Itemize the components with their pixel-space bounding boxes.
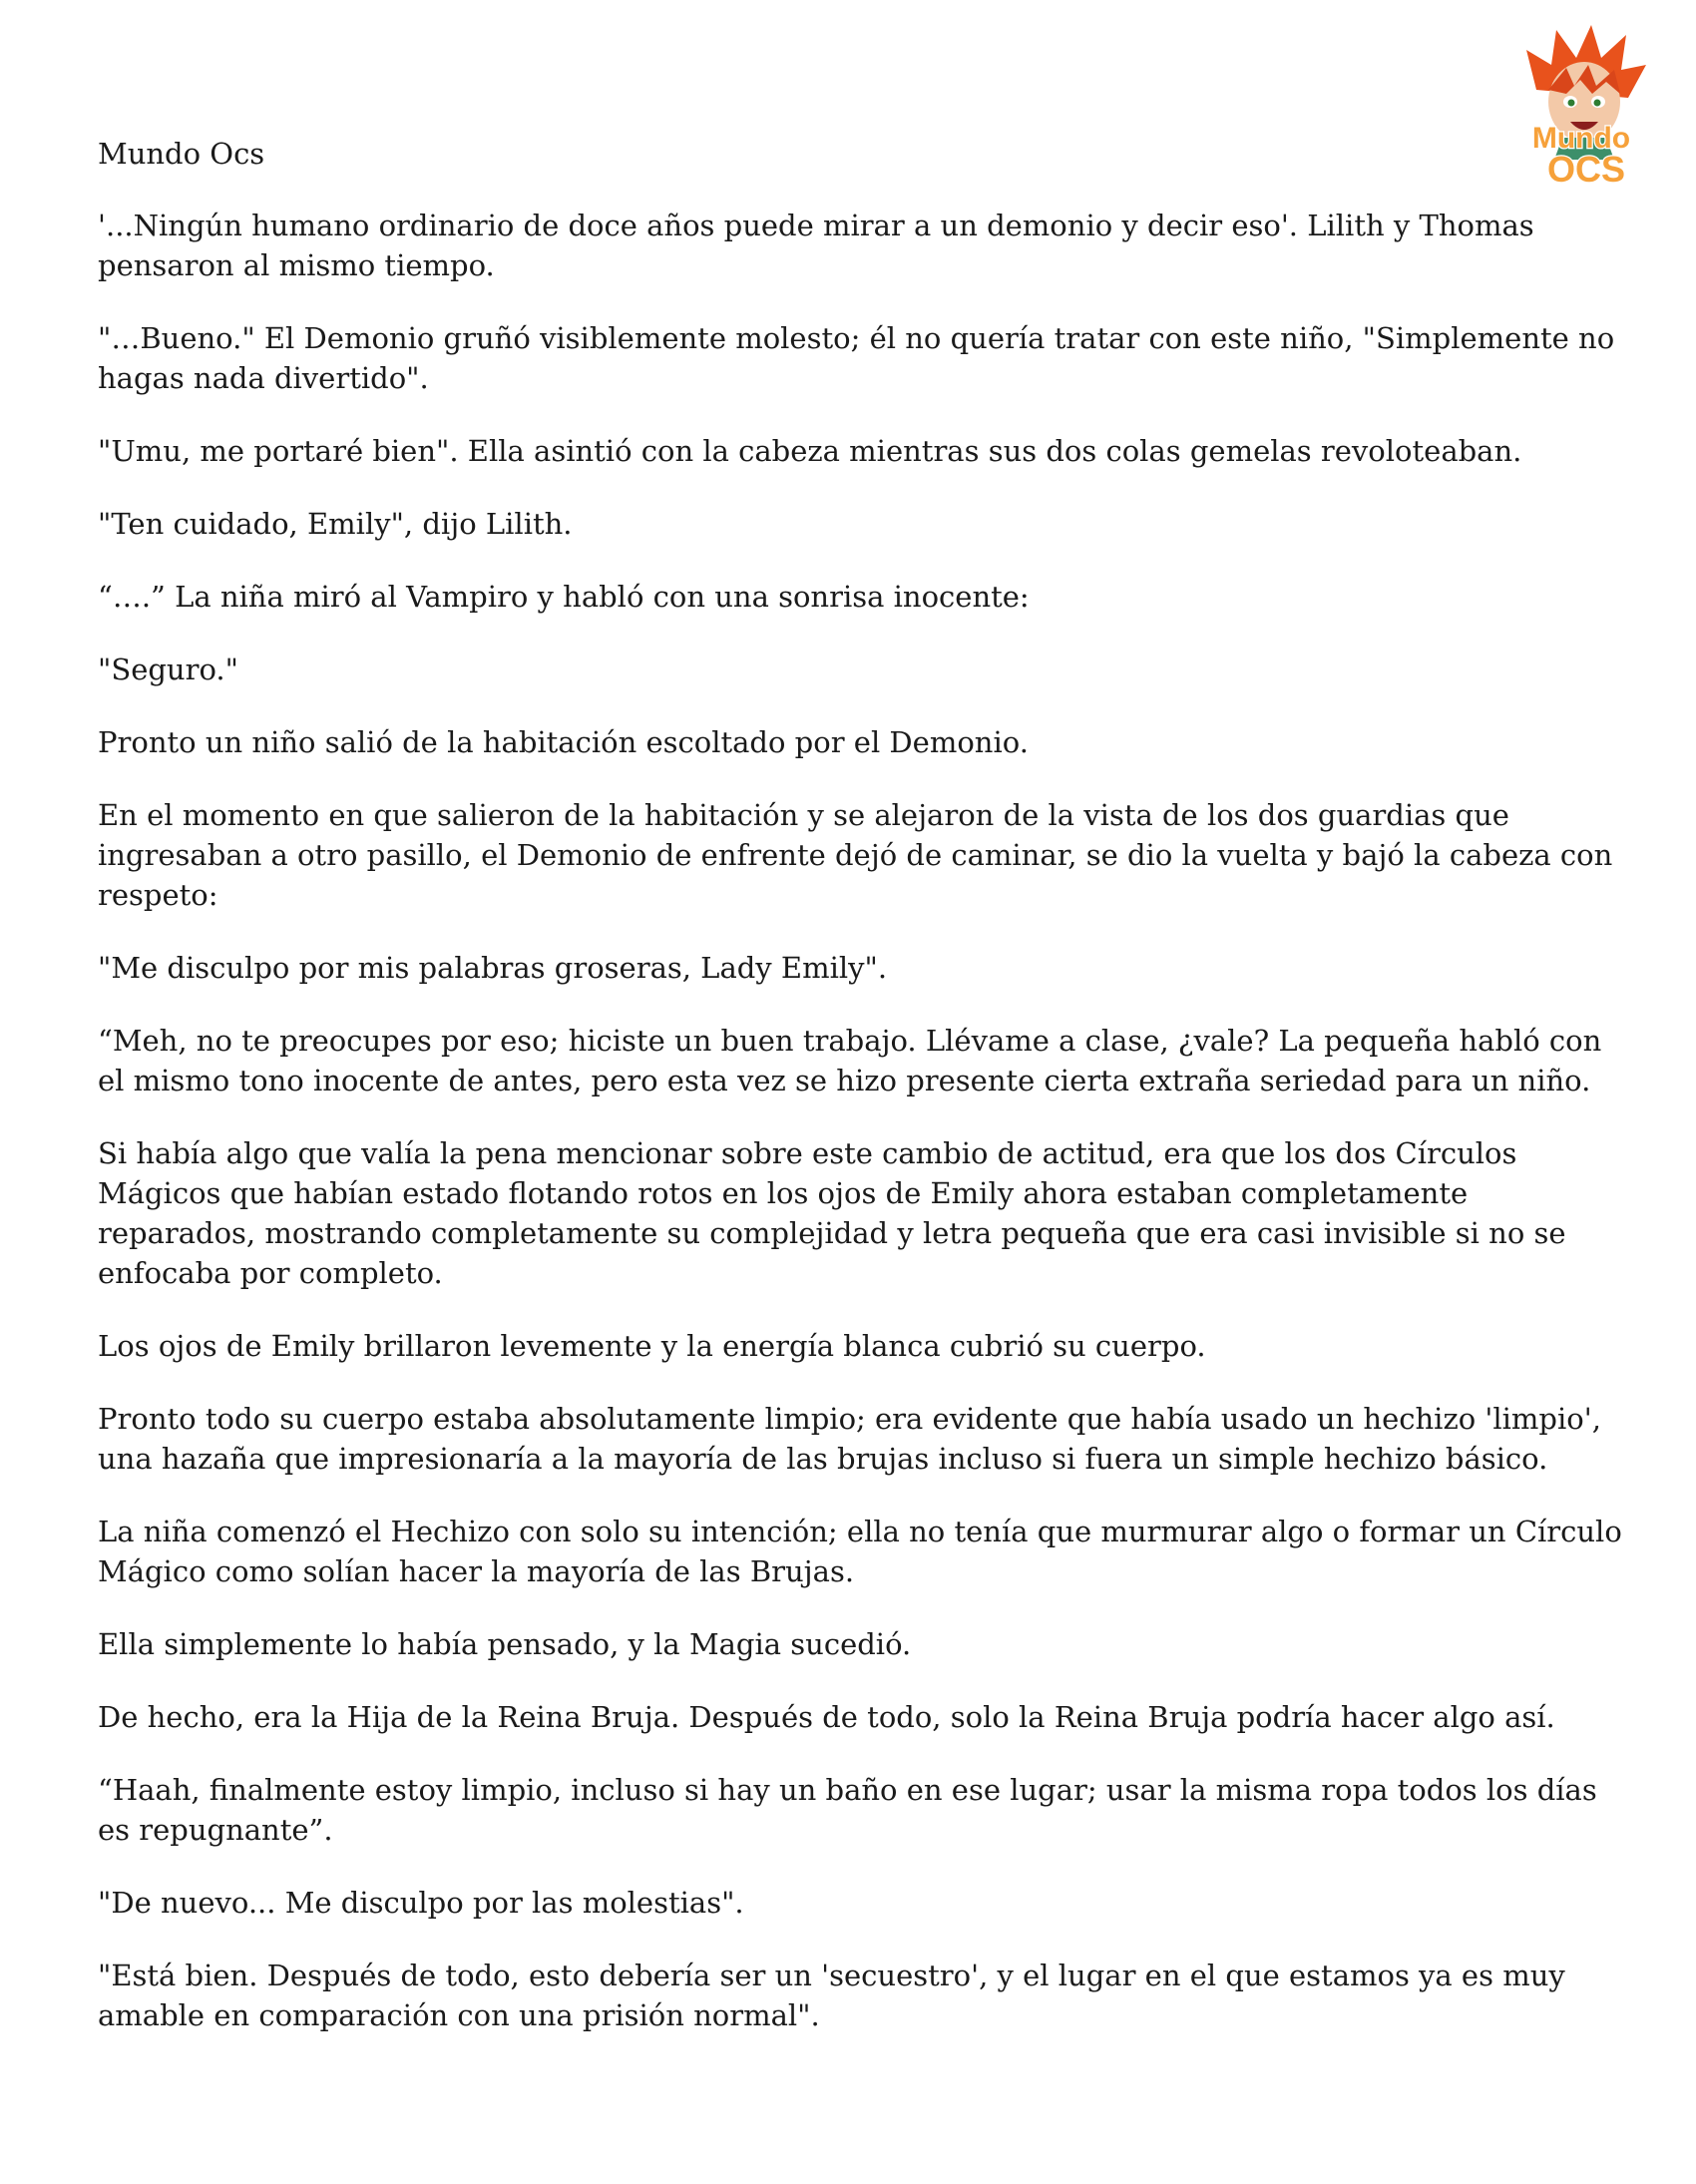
paragraph: “Haah, finalmente estoy limpio, incluso si hay un baño en ese lugar; usar la misma ropa todos los días es repugnante”. [98,1773,1597,1847]
site-title: Mundo Ocs [98,137,265,171]
paragraph: Los ojos de Emily brillaron levemente y la energía blanca cubrió su cuerpo. [98,1329,1206,1363]
logo-text-line2: OCS [1546,149,1626,190]
paragraph: '...Ningún humano ordinario de doce años puede mirar a un demonio y decir eso'. Lilith y Thomas pensaron al mismo tiempo. [98,209,1534,282]
paragraph: "…Bueno." El Demonio gruñó visiblemente molesto; él no quería tratar con este niño, "Simplemente no hagas nada divertido". [98,321,1615,395]
paragraph: "Ten cuidado, Emily", dijo Lilith. [98,507,573,541]
paragraph: Pronto todo su cuerpo estaba absolutamente limpio; era evidente que había usado un hechizo 'limpio', una hazaña que impresionaría a la mayoría de las brujas incluso si fuera un simple hechizo básico. [98,1402,1601,1476]
paragraph: Ella simplemente lo había pensado, y la Magia sucedió. [98,1627,912,1661]
paragraph: Si había algo que valía la pena mencionar sobre este cambio de actitud, era que los dos Círculos Mágicos que habían estado flotando rotos en los ojos de Emily ahora estaban completamente reparados, mostrando completamente su complejidad y letra pequeña que era casi invisible si no se enfocaba por completo. [98,1136,1566,1290]
paragraph: La niña comenzó el Hechizo con solo su intención; ella no tenía que murmurar algo o formar un Círculo Mágico como solían hacer la mayoría de las Brujas. [98,1515,1622,1588]
paragraph: "Umu, me portaré bien". Ella asintió con la cabeza mientras sus dos colas gemelas revoloteaban. [98,434,1522,468]
paragraph: “Meh, no te preocupes por eso; hiciste un buen trabajo. Llévame a clase, ¿vale? La pequeña habló con el mismo tono inocente de antes, pero esta vez se hizo presente cierta extraña seriedad para un niño. [98,1024,1602,1097]
document-body [98,134,1634,2068]
paragraph: "De nuevo... Me disculpo por las molestias". [98,1886,744,1920]
paragraph: “….” La niña miró al Vampiro y habló con una sonrisa inocente: [98,580,1030,614]
paragraph: En el momento en que salieron de la habitación y se alejaron de la vista de los dos guardias que ingresaban a otro pasillo, el Demonio de enfrente dejó de caminar, se dio la vuelta y bajó la cabeza con respeto: [98,798,1613,912]
logo-text-line1: Mundo [1531,122,1631,155]
paragraph: Pronto un niño salió de la habitación escoltado por el Demonio. [98,725,1029,759]
paragraph: De hecho, era la Hija de la Reina Bruja. Después de todo, solo la Reina Bruja podría hacer algo así. [98,1700,1555,1734]
paragraph: "Seguro." [98,653,238,686]
paragraph: "Me disculpo por mis palabras groseras, Lady Emily". [98,951,888,985]
paragraph: "Está bien. Después de todo, esto debería ser un 'secuestro', y el lugar en el que estamos ya es muy amable en comparación con una prisión normal". [98,1959,1565,2032]
